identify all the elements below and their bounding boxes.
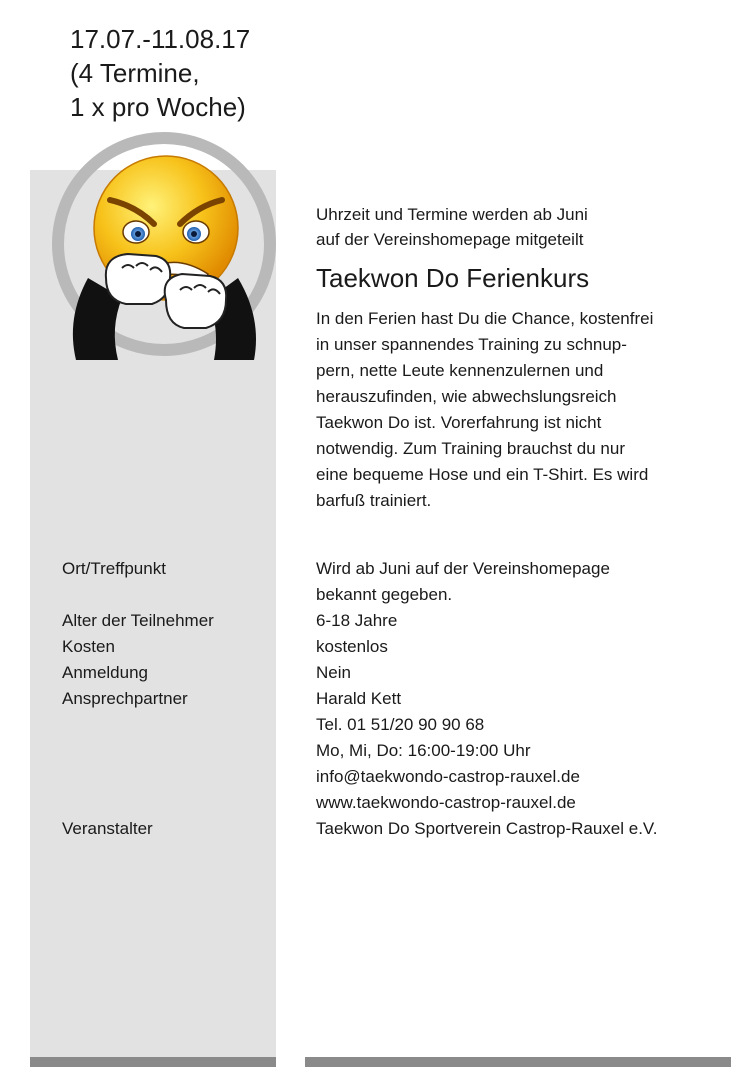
cost-value: kostenlos (316, 637, 388, 656)
footer-bar-right (305, 1057, 731, 1067)
age-value: 6-18 Jahre (316, 611, 398, 630)
location-label: Ort/Treffpunkt (62, 559, 166, 578)
schedule-note-line-1: Uhrzeit und Termine werden ab Juni (316, 205, 588, 224)
left-fist (106, 254, 170, 304)
contact-name: Harald Kett (316, 689, 402, 708)
detail-row-age (62, 608, 742, 634)
right-fist (165, 274, 226, 328)
age-label: Alter der Teilnehmer (62, 611, 214, 630)
location-value-cont: bekannt gegeben. (316, 585, 453, 604)
registration-label: Anmeldung (62, 663, 149, 682)
angry-fighter-emoji-icon (48, 128, 280, 360)
contact-label: Ansprechpartner (62, 689, 188, 708)
description-line: barfuß trainiert. (316, 491, 432, 510)
description-line: eine bequeme Hose und ein T-Shirt. Es wird (316, 465, 649, 484)
detail-row-email (62, 764, 742, 790)
details-table (62, 556, 742, 842)
contact-phone: Tel. 01 51/20 90 90 68 (316, 715, 485, 734)
organizer-label: Veranstalter (62, 819, 153, 838)
detail-row-location (62, 556, 742, 582)
detail-row-organizer (62, 816, 742, 842)
description-line: in unser spannendes Training zu schnup- (316, 335, 627, 354)
organizer-value: Taekwon Do Sportverein Castrop-Rauxel e.V. (316, 819, 658, 838)
date-frequency: 1 x pro Woche) (70, 92, 246, 122)
description-line: In den Ferien hast Du die Chance, kostenfrei (316, 309, 654, 328)
schedule-note (316, 202, 726, 252)
contact-email-link[interactable]: info@taekwondo-castrop-rauxel.de (316, 767, 580, 786)
description-line: herauszufinden, wie abwechslungsreich (316, 387, 617, 406)
detail-row-phone (62, 712, 742, 738)
footer-bar-left (30, 1057, 276, 1067)
location-value: Wird ab Juni auf der Vereinshomepage (316, 559, 610, 578)
date-block (70, 22, 290, 124)
date-range: 17.07.-11.08.17 (70, 24, 251, 54)
date-count: (4 Termine, (70, 58, 200, 88)
description-line: pern, nette Leute kennenzulernen und (316, 361, 604, 380)
description-line: notwendig. Zum Training brauchst du nur (316, 439, 626, 458)
detail-row-location-cont (62, 582, 742, 608)
description (316, 306, 726, 514)
detail-row-cost (62, 634, 742, 660)
registration-value: Nein (316, 663, 351, 682)
main-column (316, 202, 726, 514)
detail-row-hours (62, 738, 742, 764)
contact-website-link[interactable]: www.taekwondo-castrop-rauxel.de (316, 793, 576, 812)
schedule-note-line-2: auf der Vereinshomepage mitgeteilt (316, 230, 584, 249)
detail-row-contact (62, 686, 742, 712)
detail-row-web (62, 790, 742, 816)
contact-hours: Mo, Mi, Do: 16:00-19:00 Uhr (316, 741, 531, 760)
detail-row-registration (62, 660, 742, 686)
page-title: Taekwon Do Ferienkurs (316, 263, 590, 293)
description-line: Taekwon Do ist. Vorerfahrung ist nicht (316, 413, 602, 432)
cost-label: Kosten (62, 637, 115, 656)
